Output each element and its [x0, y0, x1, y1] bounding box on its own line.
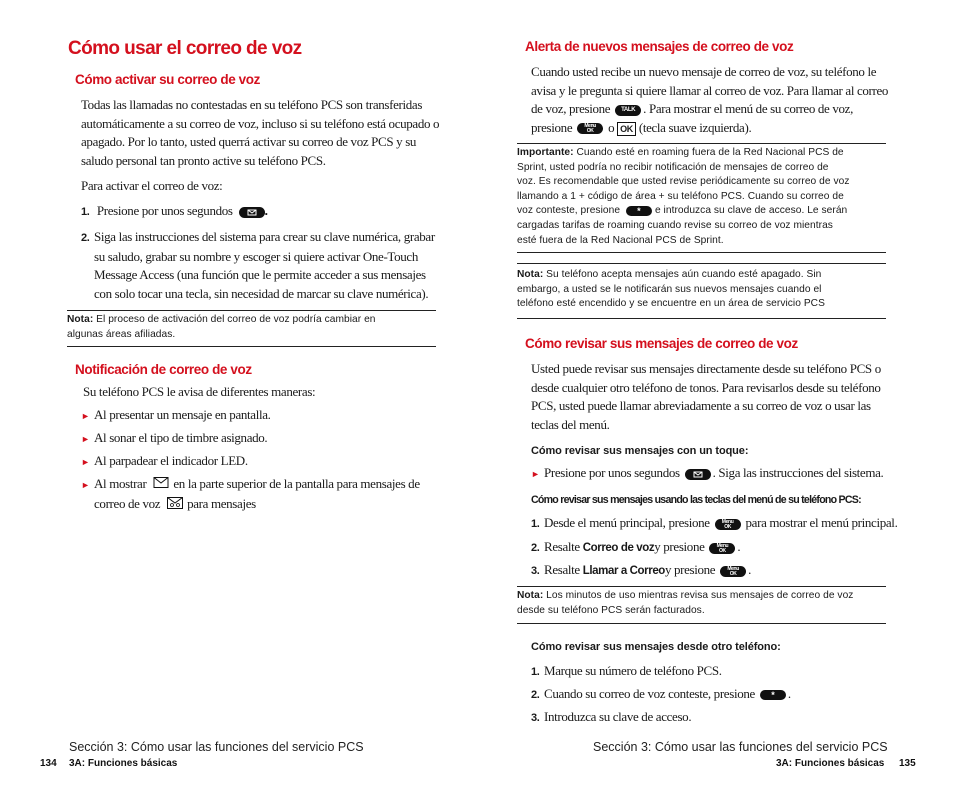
- section-heading-review: Cómo revisar sus mensajes de correo de voz: [525, 336, 798, 351]
- text-line: Al mostrar: [94, 476, 147, 491]
- section-heading-notify: Notificación de correo de voz: [75, 362, 252, 377]
- step-2: [531, 685, 791, 705]
- text-line: Cuando esté en roaming fuera de la Red Nacional PCS de: [573, 147, 844, 158]
- step-number: 3.: [531, 712, 540, 724]
- list-item: [81, 452, 248, 472]
- text-line: Desde el menú principal, presione: [544, 515, 710, 530]
- menu-ok-key-icon: Menu OK: [709, 543, 735, 554]
- text-line: apagado. Por lo tanto, usted querrá activar su correo de voz PCS y su: [81, 134, 417, 149]
- text-line: en la parte superior de la pantalla para mensajes de: [173, 476, 420, 491]
- text-line: automáticamente a su correo de voz, incluso si su teléfono está ocupado o: [81, 115, 440, 131]
- subheading-other-phone: Cómo revisar sus mensajes desde otro teléfono:: [531, 641, 781, 653]
- notify-intro: Su teléfono PCS le avisa de diferentes maneras:: [83, 384, 316, 399]
- text-line: .: [787, 686, 791, 701]
- text-line: Usted puede revisar sus mensajes directamente desde su teléfono PCS o: [531, 361, 881, 376]
- text-line: Message Access (una función que le permite acceder a sus mensajes: [94, 267, 426, 282]
- note-activation: [67, 313, 436, 342]
- text-line: para mensajes: [187, 495, 256, 511]
- text-line: teclas del menú.: [531, 416, 610, 432]
- step-2: [81, 228, 441, 303]
- text-line: embargo, a usted se le notificarán sus nuevos mensajes cuando el: [517, 283, 822, 295]
- voicemail-key-icon: [239, 207, 265, 218]
- section-heading-alert: Alerta de nuevos mensajes de correo de voz: [525, 39, 794, 54]
- footer-section: Sección 3: Cómo usar las funciones del servicio PCS: [593, 740, 888, 754]
- text-line: Cuando su correo de voz conteste, presione: [544, 686, 755, 701]
- step-1: [81, 202, 268, 222]
- footer-chapter: 3A: Funciones básicas: [69, 758, 178, 769]
- step-number: 3.: [531, 565, 540, 577]
- list-item: [81, 429, 267, 449]
- list-item: [81, 406, 271, 426]
- text-line: Todas las llamadas no contestadas en su teléfono PCS son transferidas: [81, 97, 423, 112]
- text-line: Presione por unos segundos: [544, 465, 680, 480]
- text-line: El proceso de activación del correo de voz podría cambiar en: [93, 314, 376, 325]
- text-line: o: [608, 119, 615, 135]
- text-line: voz. Es recomendable que usted revise periódicamente su correo de voz: [517, 176, 850, 188]
- text-line: algunas áreas afiliadas.: [67, 328, 176, 340]
- divider: [517, 263, 886, 264]
- list-item: [81, 475, 441, 513]
- bullet-icon: ►: [81, 480, 90, 490]
- step-number: 1.: [531, 518, 540, 530]
- voicemail-key-icon: [685, 469, 711, 480]
- text-line: avisa y le pregunta si quiere llamar al correo de voz. Para llamar al correo: [531, 82, 889, 98]
- star-key-icon: *: [760, 690, 786, 700]
- divider: [517, 318, 886, 319]
- ok-key-icon: OK: [617, 122, 636, 136]
- text-line: su saludo, grabar su nombre y escoger si quiere activar One-Touch: [94, 248, 418, 264]
- step-2: [531, 538, 740, 558]
- text-line: Los minutos de uso mientras revisa sus mensajes de correo de voz: [543, 590, 854, 601]
- text-line: . Para mostrar el menú de su correo de voz,: [643, 101, 853, 116]
- step-1: [531, 514, 897, 534]
- text-line: Sprint, usted podría no recibir notificación de mensajes de correo de: [517, 161, 829, 173]
- bullet-icon: ►: [81, 434, 90, 444]
- talk-key-icon: TALK: [615, 105, 641, 116]
- note-power-off: [517, 268, 886, 312]
- text-line: teléfono esté encendido y se encuentre en un área de servicio PCS: [517, 298, 825, 310]
- step-3: [531, 708, 691, 728]
- menu-ok-key-icon: Menu OK: [577, 123, 603, 134]
- text-line: desde su teléfono PCS serán facturados.: [517, 604, 705, 616]
- divider: [67, 346, 436, 347]
- divider: [517, 586, 886, 587]
- text-line: Introduzca su clave de acceso.: [544, 709, 692, 724]
- page-number: 134: [40, 758, 57, 769]
- note-important: [517, 146, 886, 248]
- text-line: Resalte: [544, 562, 580, 577]
- text-line: Cuando usted recibe un nuevo mensaje de correo de voz, su teléfono le: [531, 64, 877, 79]
- note-label: Nota:: [517, 590, 544, 601]
- step-text: Presione por unos segundos: [96, 203, 233, 218]
- step-3: [531, 561, 751, 581]
- step-end: .: [264, 203, 268, 218]
- divider: [517, 252, 886, 253]
- text-line: e introduzca su clave de acceso. Le serán: [654, 205, 848, 217]
- text-line: (tecla suave izquierda).: [638, 119, 752, 135]
- text-line: voz conteste, presione: [517, 205, 621, 217]
- step-number: 1.: [81, 206, 90, 218]
- page-title: Cómo usar el correo de voz: [68, 38, 302, 59]
- text-line: Al presentar un mensaje en pantalla.: [94, 407, 271, 422]
- list-item: [531, 464, 883, 484]
- review-paragraph: [531, 360, 891, 434]
- step-number: 2.: [531, 689, 540, 701]
- subheading-one-touch: Cómo revisar sus mensajes con un toque:: [531, 445, 749, 457]
- menu-item-label: Correo de voz: [582, 542, 655, 554]
- text-line: y presione: [654, 539, 705, 554]
- text-line: para mostrar el menú principal.: [745, 515, 898, 530]
- step-number: 1.: [531, 666, 540, 678]
- divider: [517, 143, 886, 144]
- alert-paragraph: [531, 63, 891, 137]
- activate-intro: Para activar el correo de voz:: [81, 178, 223, 193]
- step-1: [531, 662, 722, 682]
- text-line: con solo tocar una tecla, sin necesidad de marcar su clave numérica).: [94, 285, 429, 301]
- text-line: desde cualquier otro teléfono de tonos. Para revisarlos desde su teléfono: [531, 379, 881, 395]
- text-line: cargadas tarifas de roaming cuando revise su correo de voz mientras: [517, 219, 833, 231]
- envelope-icon: [152, 476, 170, 489]
- text-line: .: [748, 562, 752, 577]
- text-line: presione: [531, 119, 573, 135]
- text-line: .: [737, 539, 741, 554]
- note-label: Nota:: [517, 269, 544, 280]
- text-line: Al parpadear el indicador LED.: [94, 453, 248, 468]
- text-line: Su teléfono acepta mensajes aún cuando esté apagado. Sin: [543, 269, 822, 280]
- bullet-icon: ►: [81, 411, 90, 421]
- step-number: 2.: [81, 232, 90, 244]
- text-line: Siga las instrucciones del sistema para crear su clave numérica, grabar: [94, 229, 435, 244]
- text-line: correo de voz: [94, 495, 161, 511]
- section-heading-activate: Cómo activar su correo de voz: [75, 72, 260, 87]
- divider: [67, 310, 436, 311]
- note-label: Importante:: [517, 147, 574, 158]
- footer-chapter: 3A: Funciones básicas: [776, 758, 885, 769]
- step-number: 2.: [531, 542, 540, 554]
- text-line: esté fuera de la Red Nacional PCS de Sprint.: [517, 234, 724, 246]
- activate-paragraph: [81, 96, 441, 170]
- divider: [517, 623, 886, 624]
- menu-ok-key-icon: Menu OK: [715, 519, 741, 530]
- page-number: 135: [899, 758, 916, 769]
- menu-ok-key-icon: Menu OK: [720, 566, 746, 577]
- footer-section: Sección 3: Cómo usar las funciones del servicio PCS: [69, 740, 364, 754]
- text-line: Resalte: [544, 539, 580, 554]
- text-line: de voz, presione: [531, 101, 611, 116]
- text-line: . Siga las instrucciones del sistema.: [712, 465, 884, 480]
- star-key-icon: *: [626, 206, 652, 216]
- voicemail-envelope-icon: [166, 496, 184, 510]
- text-line: PCS, usted puede llamar abreviadamente a su correo de voz o usar las: [531, 398, 871, 413]
- bullet-icon: ►: [81, 457, 90, 467]
- note-billing: [517, 589, 886, 618]
- menu-item-label: Llamar a Correo: [582, 565, 665, 577]
- text-line: Al sonar el tipo de timbre asignado.: [94, 430, 268, 445]
- text-line: Marque su número de teléfono PCS.: [544, 663, 722, 678]
- text-line: saludo personal tan pronto active su teléfono PCS.: [81, 152, 326, 168]
- text-line: llamando a 1 + código de área + su teléfono PCS. Cuando su correo de: [517, 190, 844, 202]
- note-label: Nota:: [67, 314, 94, 325]
- text-line: y presione: [664, 562, 716, 577]
- subheading-menu-keys: Cómo revisar sus mensajes usando las teclas del menú de su teléfono PCS:: [531, 494, 861, 506]
- bullet-icon: ►: [531, 469, 540, 479]
